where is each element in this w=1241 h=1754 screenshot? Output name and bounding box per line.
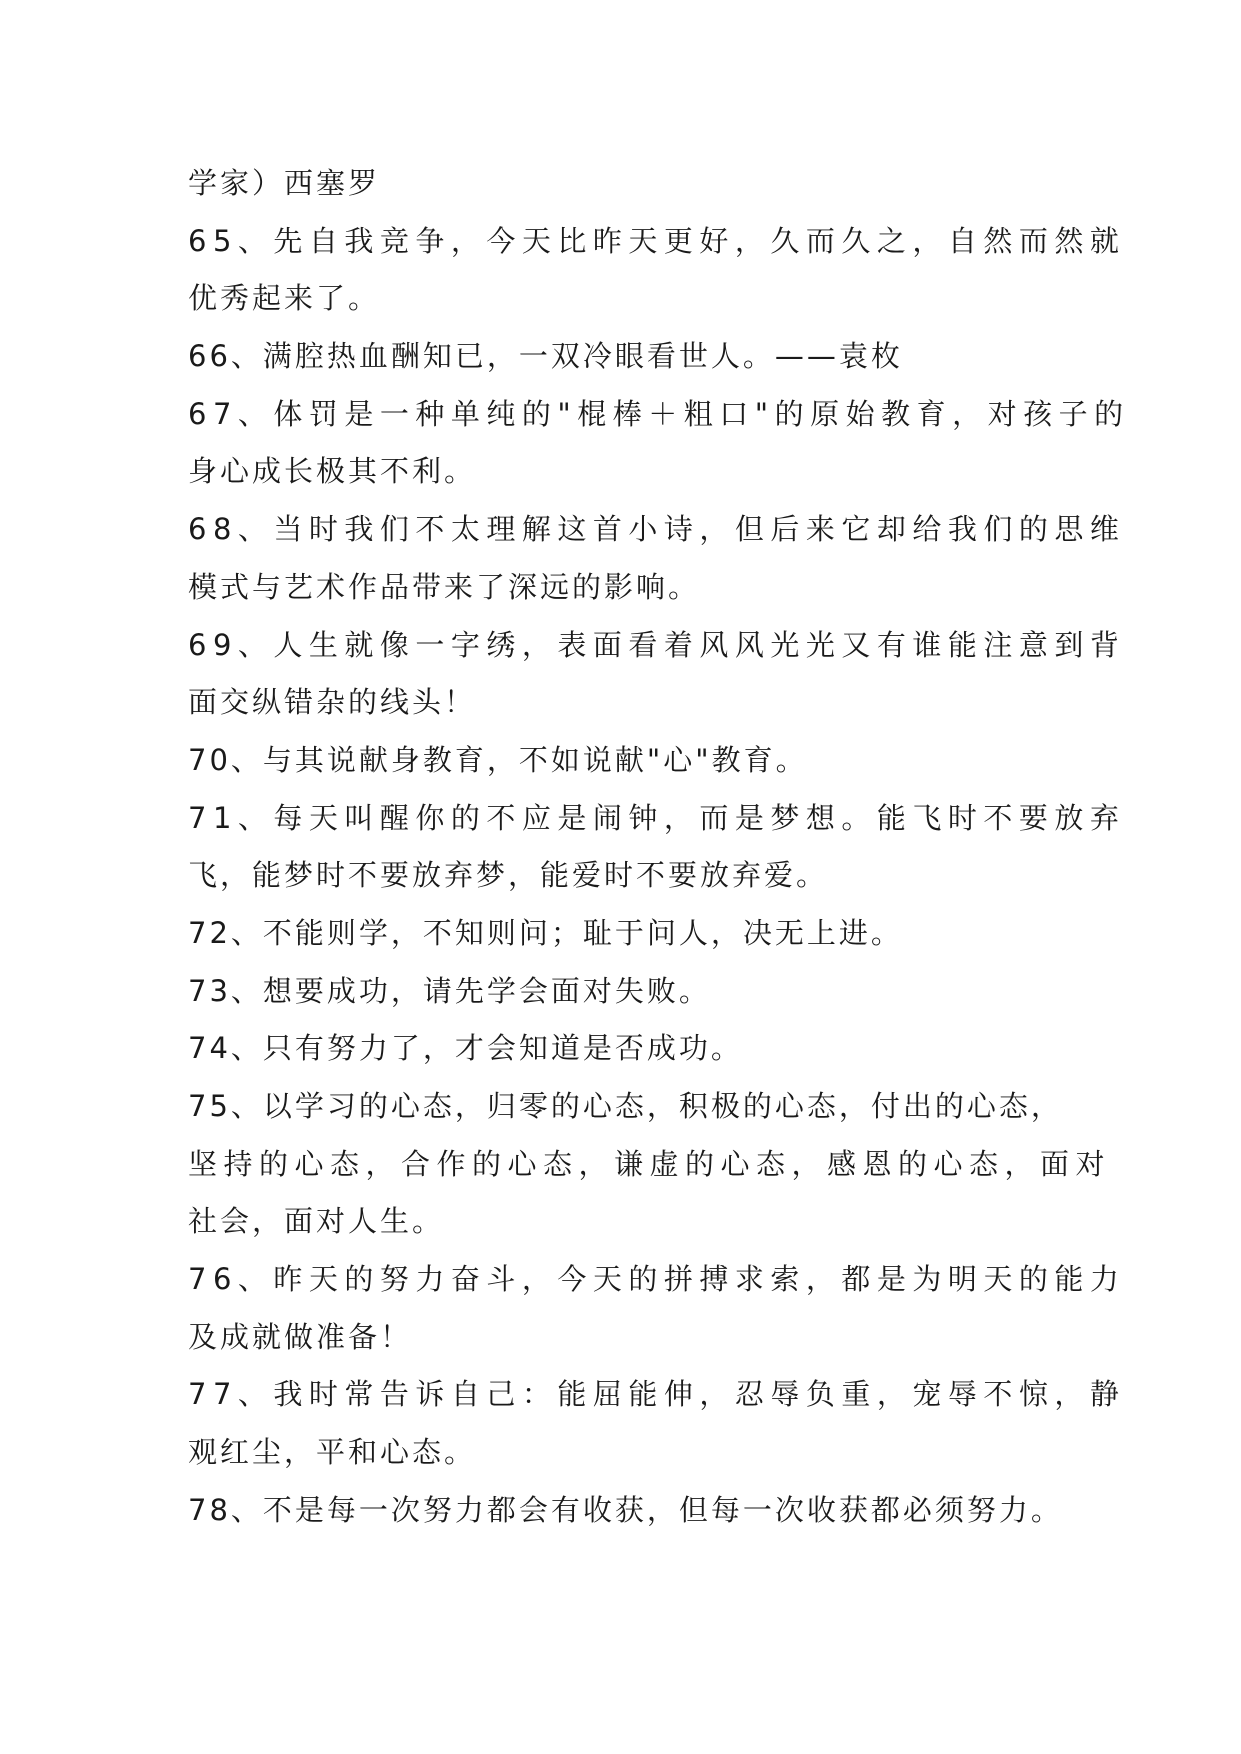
text-line: 及成就做准备！: [188, 1319, 413, 1354]
text-line: 优秀起来了。: [188, 281, 381, 316]
text-line: 坚持的心态，合作的心态，谦虚的心态，感恩的心态，面对: [188, 1146, 1112, 1181]
text-line: 65、先自我竞争，今天比昨天更好，久而久之，自然而然就: [188, 223, 1126, 258]
text-line: 社会，面对人生。: [188, 1204, 445, 1239]
text-line: 76、昨天的努力奋斗，今天的拼搏求索，都是为明天的能力: [188, 1262, 1126, 1297]
text-line: 飞，能梦时不要放弃梦，能爱时不要放弃爱。: [188, 858, 829, 893]
text-line: 模式与艺术作品带来了深远的影响。: [188, 569, 701, 604]
text-line: 66、满腔热血酬知已，一双冷眼看世人。——袁枚: [188, 339, 903, 374]
text-line: 观红尘，平和心态。: [188, 1435, 477, 1470]
text-line: 69、人生就像一字绣，表面看着风风光光又有谁能注意到背: [188, 627, 1126, 662]
text-line: 68、当时我们不太理解这首小诗，但后来它却给我们的思维: [188, 512, 1126, 547]
text-line: 78、不是每一次努力都会有收获，但每一次收获都必须努力。: [188, 1492, 1063, 1527]
text-line: 74、只有努力了，才会知道是否成功。: [188, 1031, 743, 1066]
text-line: 身心成长极其不利。: [188, 454, 477, 489]
text-line: 67、体罚是一种单纯的"棍棒＋粗口"的原始教育，对孩子的: [188, 396, 1130, 431]
text-line: 70、与其说献身教育，不如说献"心"教育。: [188, 742, 808, 777]
document-body: [188, 155, 1130, 1540]
text-line: 75、以学习的心态，归零的心态，积极的心态，付出的心态，: [188, 1089, 1063, 1123]
text-line: 72、不能则学，不知则问；耻于问人，决无上进。: [188, 915, 903, 950]
text-line: 面交纵错杂的线头！: [188, 685, 477, 720]
text-line: 73、想要成功，请先学会面对失败。: [188, 973, 711, 1008]
text-line: 71、每天叫醒你的不应是闹钟，而是梦想。能飞时不要放弃: [188, 800, 1126, 835]
text-line: 学家）西塞罗: [188, 166, 381, 200]
text-line: 77、我时常告诉自己：能屈能伸，忍辱负重，宠辱不惊，静: [188, 1377, 1126, 1412]
